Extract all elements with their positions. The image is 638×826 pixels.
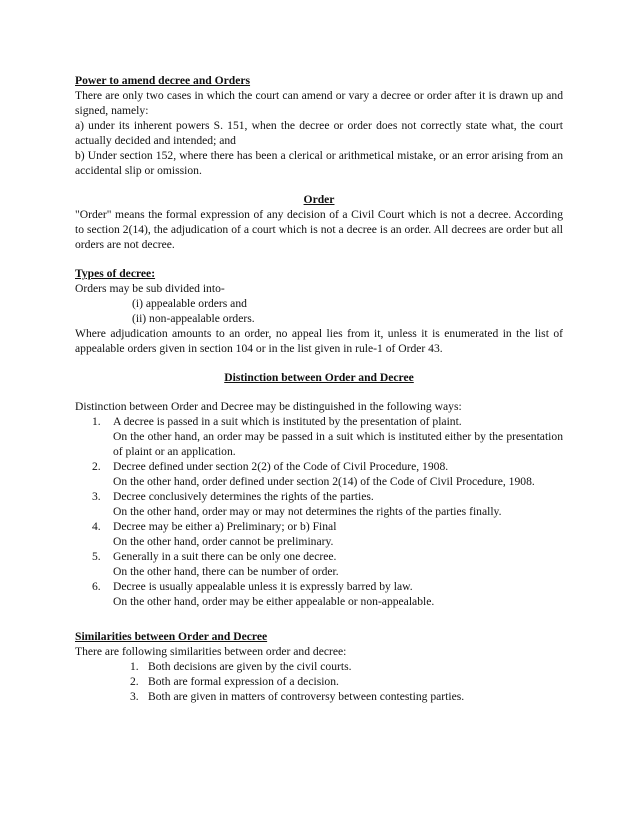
similarities-heading: Similarities between Order and Decree — [75, 630, 268, 643]
list-item: 1. Both decisions are given by the civil courts. — [130, 660, 352, 673]
list-item: 6. Decree is usually appealable unless it is expressly barred by law. On the other hand, order may be either appealable or non-appealable. — [92, 580, 435, 608]
types-item-2: (ii) non-appealable orders. — [132, 312, 255, 325]
order-text: "Order" means the formal expression of any decision of a Civil Court which is not a decree. According to section 2(14), the adjudication of a court which is not a decree is an order. All decrees are order but all orders are not decree. — [75, 208, 563, 251]
list-item: 3. Decree conclusively determines the rights of the parties. On the other hand, order may or may not determines the rights of the parties finally. — [92, 490, 502, 518]
power-heading: Power to amend decree and Orders — [75, 74, 251, 87]
similarities-intro: There are following similarities between order and decree: — [75, 645, 347, 658]
list-item: 1. A decree is passed in a suit which is instituted by the presentation of plaint. On the other hand, an order may be passed in a suit which is instituted either by the presentation of plaint or an application. — [92, 415, 563, 458]
types-text: Where adjudication amounts to an order, no appeal lies from it, unless it is enumerated in the list of appealable orders given in section 104 or in the list given in rule-1 of Order 43. — [75, 327, 563, 355]
list-item: 4. Decree may be either a) Preliminary; or b) Final On the other hand, order cannot be preliminary. — [92, 520, 337, 548]
list-item: 2. Both are formal expression of a decision. — [130, 675, 339, 688]
power-item-a: a) under its inherent powers S. 151, when the decree or order does not correctly state what, the court actually decided and intended; and — [75, 119, 563, 147]
distinction-intro: Distinction between Order and Decree may be distinguished in the following ways: — [75, 400, 462, 413]
similarities-list — [75, 659, 563, 704]
document-page — [75, 73, 563, 704]
types-heading: Types of decree: — [75, 267, 156, 280]
power-intro: There are only two cases in which the court can amend or vary a decree or order after it is drawn up and signed, namely: — [75, 89, 563, 117]
order-heading: Order — [303, 193, 335, 206]
distinction-list — [75, 414, 563, 609]
power-item-b: b) Under section 152, where there has been a clerical or arithmetical mistake, or an error arising from an accidental slip or omission. — [75, 149, 563, 177]
list-item: 5. Generally in a suit there can be only one decree. On the other hand, there can be number of order. — [92, 550, 339, 578]
list-item: 2. Decree defined under section 2(2) of the Code of Civil Procedure, 1908. On the other hand, order defined under section 2(14) of the Code of Civil Procedure, 1908. — [92, 460, 535, 488]
types-intro: Orders may be sub divided into- — [75, 282, 225, 295]
list-item: 3. Both are given in matters of controversy between contesting parties. — [130, 690, 465, 703]
types-item-1: (i) appealable orders and — [132, 297, 247, 310]
distinction-heading: Distinction between Order and Decree — [224, 371, 414, 384]
